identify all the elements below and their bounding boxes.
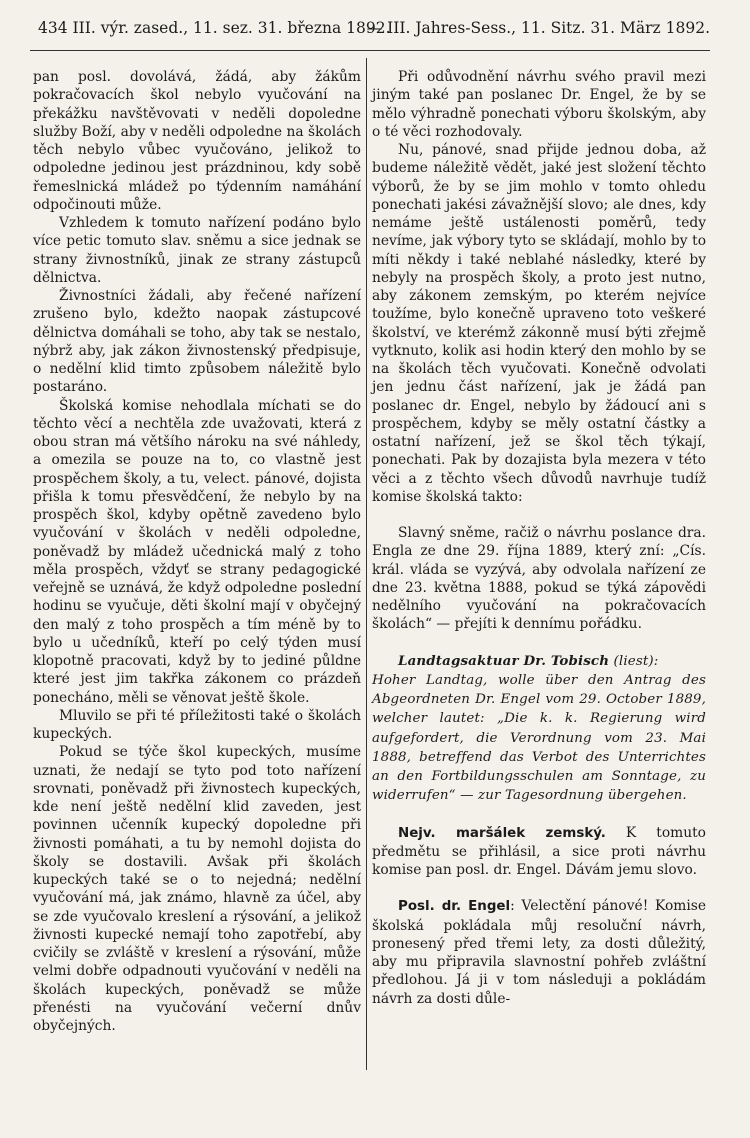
header-czech: 434 III. výr. zased., 11. sez. 31. března 1892. (38, 19, 391, 37)
header-german: — III. Jahres-Sess., 11. Sitz. 31. März 1892. (366, 19, 710, 37)
column-divider (366, 58, 367, 1070)
speaker-name: Landtagsaktuar Dr. Tobisch (398, 652, 610, 669)
speech-text: : Velectění pánové! Komise školská pokládala můj resoluční návrh, pronesený před třemi lety, za dosti důležitý, aby mu připravila slavnostní pohřeb zvláštní předlohou. Já ji v tom následuji a pokládám návrh za dosti důle- (372, 898, 707, 1007)
speech-paragraph (372, 897, 706, 1008)
german-text: Hoher Landtag, wolle über den Antrag des Abgeordneten Dr. Engel vom 29. October 1889, welcher lautet: „Die k. k. Regierung wird aufgefordert, die Verordnung vom 23. Mai 1888, betreffend das Verbot des Unterrichtes an den Fortbildungsschulen am Sonntage, zu widerrufen“ — zur Tagesordnung übergehen. (372, 672, 706, 804)
speech-paragraph (372, 824, 706, 880)
header-rule (30, 50, 710, 51)
paragraph: Nu, pánové, snad přijde jednou doba, až budeme náležitě vědět, jaké jest složení těchto výborů, že by se jim mohlo v tomto ohledu ponechati jakési závažnější slovo; ale dnes, kdy nemáme ještě ustálenosti poměrů, tedy nevíme, jak výbory tyto se skládají, mohlo by to míti někdy i také neblahé následky, které by nebyly na prospěch školy, a proto jest nutno, aby zákonem zemským, po kterém nejvíce toužíme, bylo konečně upraveno toto veškeré školství, ve kterémž zákonně musí býti zřejmě vytknuto, kolik asi hodin který den mohlo by se na školách těch vyučovati. Konečně odvolati jen jednu část nařízení, jak je žádá pan poslanec dr. Engel, nebylo by žádoucí ani s prospěchem, kdyby se měly ostatní částky a ostatní nařízení, jež se škol těch týkají, ponechati. Pak by dozajista byla mezera v této věci a z těchto všech důvodů navrhuje tudíž komise školská takto: (372, 142, 706, 505)
paragraph: pan posl. dovolává, žádá, aby žákům pokračovacích škol nebylo vyučování na překážku navštěvovati v neděli dopoledne služby Boží, aby v neděli odpoledne na školách těch nebylo vůbec vyučováno, jelikož to odpoledne jedinou jest prázdninou, kdy sobě řemeslnická mládež po týdenním namáhání odpočinouti může. (33, 69, 361, 213)
speaker-name: Posl. dr. Engel (398, 899, 511, 915)
speech-text: K tomuto předmětu se přihlásil, a sice proti návrhu komise pan posl. dr. Engel. Dávám jemu slovo. (372, 824, 706, 878)
right-column (372, 68, 706, 1008)
motion-paragraph: Slavný sněme, račiž o návrhu poslance dra. Engla ze dne 29. října 1889, který zní: „Cís. král. vláda se vyzývá, aby odvolala nařízení ze dne 23. května 1888, pokud se týká zápovědi nedělního vyučování na pokračovacích školách“ — přejíti k dennímu pořádku. (372, 525, 706, 633)
paragraph: Školská komise nehodlala míchati se do těchto věcí a nechtěla zde uvažovati, která z obou stran má většího nároku na své náhledy, a omezila se pouze na to, co vlastně jest prospěchem školy, a tu, velect. pánové, dojista přišla k tomu přesvědčení, že nebylo by na prospěch škol, kdyby opětně zavedeno bylo vyučování v školách v neděli odpoledne, poněvadž by mládež učednická malý z toho měla prospěch, vždyť se strany pedagogické veřejně se uznává, že když odpoledne poslední hodinu se vyučuje, děti školní mají v obyčejný den malý z toho prospěch a tím méně by to bylo u učedníků, kteří po celý týden musí klopotně pracovati, když by to jediné půldne které jest jim takřka zákonem co prázdeň ponecháno, měli se věnovat ještě škole. (33, 397, 361, 706)
left-column (33, 68, 361, 1035)
page-header (38, 14, 710, 42)
paragraph: Pokud se týče škol kupeckých, musíme uznati, že nedají se tyto pod toto nařízení srovnati, poněvadž při živnostech kupeckých, kde není ještě nedělní klid zaveden, jest povinnen učenník kupecký dopoledne při živnosti pomáhati, a tu by nemohl dojista do školy se dostavili. Avšak při školách kupeckých také se o to nejedná; nedělní vyučování má, jak známo, hlavně za účel, aby se zde vyučovalo kreslení a rýsování, a jelikož živnosti kupecké nemají toho zapotřebí, aby cvičily se zvláště v kreslení a rýsování, může velmi dobře odpadnouti vyučování v neděli na školách kupeckých, poněvadž se může přenésti na vyučování večerní dnův obyčejných. (33, 744, 361, 1034)
german-motion-paragraph (372, 652, 706, 806)
speaker-name: Nejv. maršálek zemský. (398, 825, 606, 841)
paragraph: Živnostníci žádali, aby řečené nařízení zrušeno bylo, kdežto naopak zástupcové dělnictva domáhali se toho, aby tak se nestalo, nýbrž aby, jak zákon živnostenský předpisuje, o nedělní klid timto způsobem náležitě bylo postaráno. (33, 288, 361, 396)
paragraph: Vzhledem k tomuto nařízení podáno bylo více petic tomuto slav. sněmu a sice jednak se strany živnostníků, jinak ze strany zástupců dělnictva. (33, 215, 361, 286)
speaker-note: (liest): (613, 653, 659, 669)
paragraph: Při odůvodnění návrhu svého pravil mezi jiným také pan poslanec Dr. Engel, že by se mělo výhradně ponechati výboru školským, aby o té věci rozhodovaly. (372, 69, 706, 140)
paragraph: Mluvilo se při té příležitosti také o školách kupeckých. (33, 707, 361, 742)
